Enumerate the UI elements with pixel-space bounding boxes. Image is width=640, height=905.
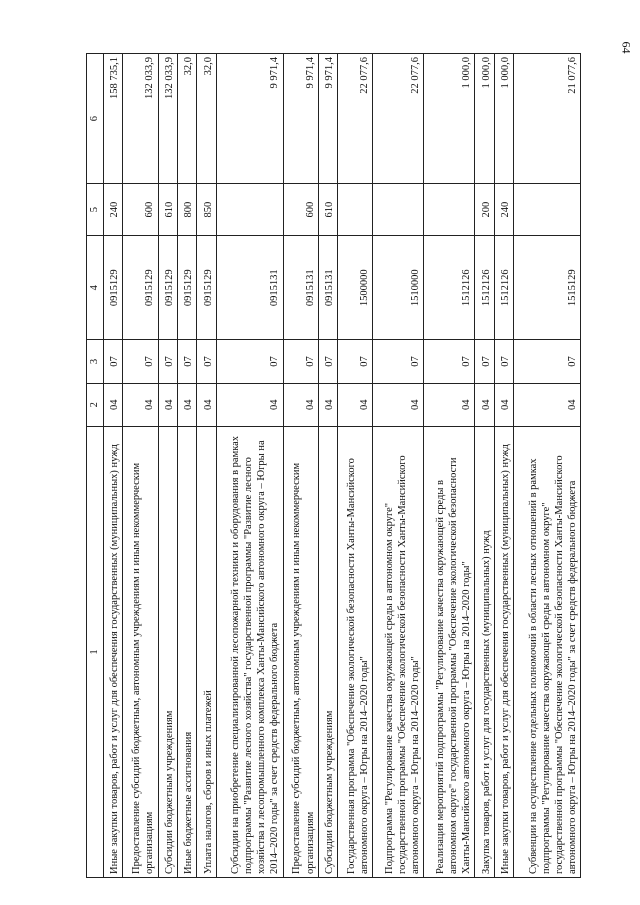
row-expense-type: 850 [197, 184, 216, 236]
row-section: 04 [494, 383, 513, 426]
row-expense-type [373, 184, 424, 236]
row-description: Иные бюджетные ассигнования [177, 426, 196, 877]
row-target-code: 1512126 [475, 236, 494, 340]
row-subsection: 07 [514, 340, 581, 383]
row-description: Иные закупки товаров, работ и услуг для обеспечения государственных (муниципальных) нужд [494, 426, 513, 877]
row-description: Предоставление субсидий бюджетным, автономным учреждениям и иным некоммерческим организациям [283, 426, 318, 877]
row-subsection: 07 [373, 340, 424, 383]
row-section: 04 [123, 383, 158, 426]
row-amount: 32,0 [197, 54, 216, 184]
row-description: Реализация мероприятий подпрограммы "Регулирование качества окружающей среды в автономном округе" государственной программы "Обеспечение экологической безопасности Ханты-Мансийского автономного округа – Югры на 2014–2020 годы" [424, 426, 475, 877]
row-section: 04 [197, 383, 216, 426]
table-row [338, 54, 373, 878]
table-row [514, 54, 581, 878]
table-row [373, 54, 424, 878]
row-section: 04 [338, 383, 373, 426]
budget-table [86, 53, 581, 878]
rotated-page [86, 53, 581, 878]
row-target-code: 0915131 [283, 236, 318, 340]
row-subsection: 07 [283, 340, 318, 383]
row-target-code: 0915129 [197, 236, 216, 340]
table-row [158, 54, 177, 878]
row-target-code: 0915129 [158, 236, 177, 340]
row-subsection: 07 [338, 340, 373, 383]
row-subsection: 07 [197, 340, 216, 383]
header-cell: 6 [87, 54, 104, 184]
table-row [104, 54, 123, 878]
row-amount: 132 033,9 [158, 54, 177, 184]
row-description: Подпрограмма "Регулирование качества окружающей среды в автономном округе" государственной программы "Обеспечение экологической безопасности Ханты-Мансийского автономного округа – Югры на 2014–2020 годы" [373, 426, 424, 877]
row-expense-type [514, 184, 581, 236]
row-amount: 1 000,0 [494, 54, 513, 184]
table-row [123, 54, 158, 878]
row-expense-type [338, 184, 373, 236]
row-amount: 1 000,0 [424, 54, 475, 184]
row-expense-type: 240 [494, 184, 513, 236]
table-row [475, 54, 494, 878]
row-amount: 32,0 [177, 54, 196, 184]
header-cell: 3 [87, 340, 104, 383]
row-target-code: 1515129 [514, 236, 581, 340]
row-section: 04 [158, 383, 177, 426]
table-row [494, 54, 513, 878]
row-description: Уплата налогов, сборов и иных платежей [197, 426, 216, 877]
row-description: Субсидии на приобретение специализированной лесопожарной техники и оборудования в рамках подпрограммы "Развитие лесного хозяйства" государственной программы "Развитие лесного хозяйства и лесопромышленного комплекса Ханты-Мансийского автономного округа – Югры на 2014–2020 годы" за счет средств федерального бюджета [216, 426, 283, 877]
row-target-code: 1510000 [373, 236, 424, 340]
row-description: Субвенции на осуществление отдельных полномочий в области лесных отношений в рамках подпрограммы "Регулирование качества окружающей среды в автономном округе" государственной программы "Обеспечение экологической безопасности Ханты-Мансийского автономного округа – Югры на 2014–2020 годы" за счет средств федерального бюджета [514, 426, 581, 877]
row-description: Государственная программа "Обеспечение экологической безопасности Ханты-Мансийского автономного округа – Югры на 2014–2020 годы" [338, 426, 373, 877]
row-section: 04 [424, 383, 475, 426]
row-section: 04 [475, 383, 494, 426]
row-subsection: 07 [216, 340, 283, 383]
row-amount: 9 971,4 [216, 54, 283, 184]
row-subsection: 07 [158, 340, 177, 383]
row-expense-type: 800 [177, 184, 196, 236]
row-subsection: 07 [318, 340, 337, 383]
row-expense-type: 200 [475, 184, 494, 236]
header-cell: 4 [87, 236, 104, 340]
page-number: 64 [619, 41, 634, 54]
row-amount: 9 971,4 [318, 54, 337, 184]
header-cell: 5 [87, 184, 104, 236]
table-row [318, 54, 337, 878]
header-row [87, 54, 104, 878]
row-target-code: 0915129 [104, 236, 123, 340]
row-expense-type [216, 184, 283, 236]
table-row [283, 54, 318, 878]
row-expense-type: 240 [104, 184, 123, 236]
row-description: Иные закупки товаров, работ и услуг для обеспечения государственных (муниципальных) нужд [104, 426, 123, 877]
table-row [197, 54, 216, 878]
row-subsection: 07 [123, 340, 158, 383]
row-section: 04 [318, 383, 337, 426]
row-subsection: 07 [104, 340, 123, 383]
row-target-code: 1500000 [338, 236, 373, 340]
row-expense-type: 610 [318, 184, 337, 236]
row-target-code: 0915129 [123, 236, 158, 340]
row-amount: 21 077,6 [514, 54, 581, 184]
row-section: 04 [283, 383, 318, 426]
row-amount: 9 971,4 [283, 54, 318, 184]
row-section: 04 [216, 383, 283, 426]
row-section: 04 [177, 383, 196, 426]
header-cell: 2 [87, 383, 104, 426]
row-target-code: 0915131 [216, 236, 283, 340]
row-amount: 22 077,6 [373, 54, 424, 184]
row-section: 04 [514, 383, 581, 426]
row-subsection: 07 [494, 340, 513, 383]
row-section: 04 [104, 383, 123, 426]
header-cell: 1 [87, 426, 104, 877]
row-subsection: 07 [475, 340, 494, 383]
row-section: 04 [373, 383, 424, 426]
row-expense-type [424, 184, 475, 236]
table-row [424, 54, 475, 878]
row-amount: 132 033,9 [123, 54, 158, 184]
row-target-code: 1512126 [494, 236, 513, 340]
table-row [177, 54, 196, 878]
row-description: Закупка товаров, работ и услуг для государственных (муниципальных) нужд [475, 426, 494, 877]
row-amount: 1 000,0 [475, 54, 494, 184]
row-description: Предоставление субсидий бюджетным, автономным учреждениям и иным некоммерческим организациям [123, 426, 158, 877]
row-subsection: 07 [177, 340, 196, 383]
row-target-code: 0915129 [177, 236, 196, 340]
row-expense-type: 610 [158, 184, 177, 236]
row-amount: 22 077,6 [338, 54, 373, 184]
table-row [216, 54, 283, 878]
row-target-code: 0915131 [318, 236, 337, 340]
row-description: Субсидии бюджетным учреждениям [318, 426, 337, 877]
row-expense-type: 600 [283, 184, 318, 236]
row-expense-type: 600 [123, 184, 158, 236]
row-subsection: 07 [424, 340, 475, 383]
row-target-code: 1512126 [424, 236, 475, 340]
row-description: Субсидии бюджетным учреждениям [158, 426, 177, 877]
row-amount: 158 735,1 [104, 54, 123, 184]
